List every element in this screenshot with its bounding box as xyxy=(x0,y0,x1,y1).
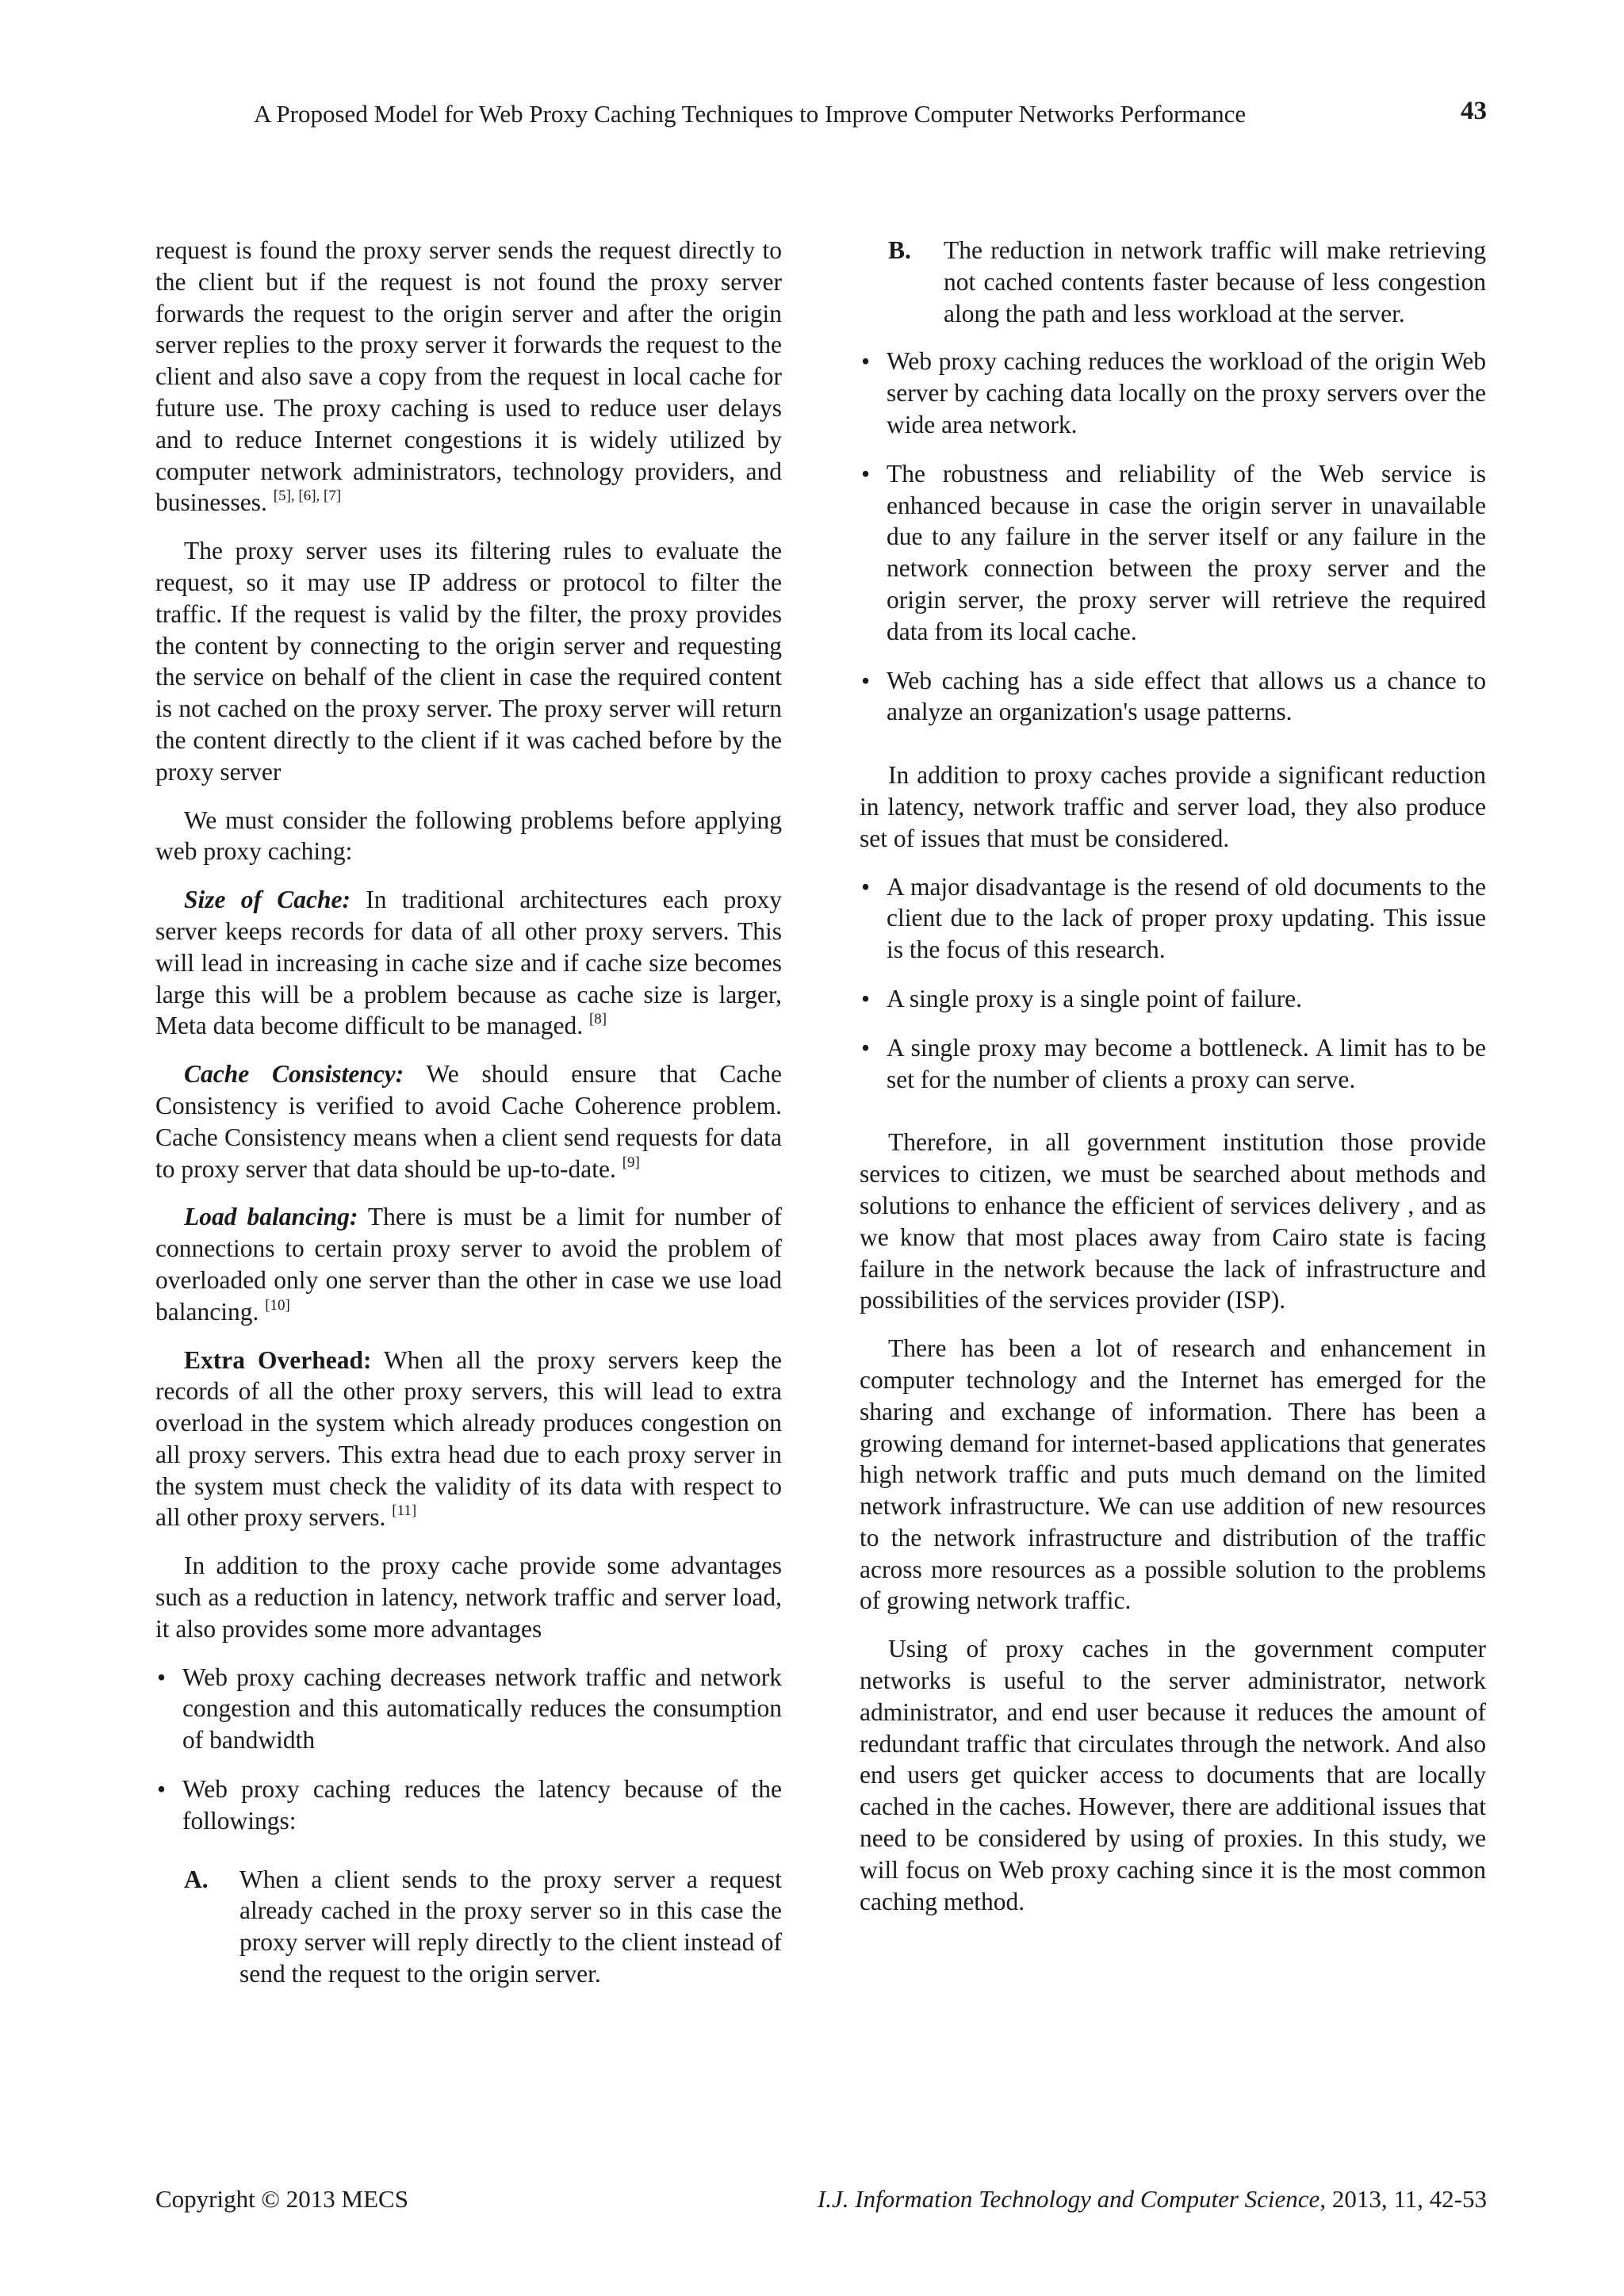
paragraph xyxy=(155,235,782,519)
list-item: • A single proxy may become a bottleneck. A limit has to be set for the number of clients a proxy can serve. xyxy=(860,1032,1486,1096)
paragraph: We must consider the following problems before applying web proxy caching: xyxy=(155,806,782,866)
paragraph-text: We should ensure that Cache Consistency is verified to avoid Cache Coherence problem. Cache Consistency means when a client send requests for data to proxy server that data should be up-to-date. xyxy=(155,1060,782,1183)
right-column xyxy=(860,235,1486,1934)
term-heading: Extra Overhead: xyxy=(184,1345,372,1374)
list-item: • A single proxy is a single point of failure. xyxy=(860,983,1486,1015)
citation-ref: [11] xyxy=(392,1502,417,1520)
item-label: A. xyxy=(184,1865,209,1893)
paragraph: In addition to proxy caches provide a significant reduction in latency, network traffic and server load, they also produce set of issues that must be considered. xyxy=(860,761,1486,852)
term-heading: Load balancing: xyxy=(184,1203,358,1231)
list-item: • A major disadvantage is the resend of old documents to the client due to the lack of proper proxy updating. This issue is the focus of this research. xyxy=(860,871,1486,966)
list-item: • Web proxy caching reduces the latency because of the followings: xyxy=(155,1774,782,1837)
item-text: The reduction in network traffic will make retrieving not cached contents faster because of less congestion along the path and less workload at the server. xyxy=(944,236,1486,327)
list-item: • The robustness and reliability of the Web service is enhanced because in case the origin server in unavailable due to any failure in the server itself or any failure in the network connection between the proxy server and the origin server, the proxy server will retrieve the required data from its local cache. xyxy=(860,458,1486,648)
paragraph: Using of proxy caches in the government computer networks is useful to the server administrator, network administrator, and end user because it reduces the amount of redundant traffic that circulates through the network. And also end users get quicker access to documents that are locally cached in the caches. However, there are additional issues that need to be considered by using of proxies. In this study, we will focus on Web proxy caching since it is the most common caching method. xyxy=(860,1635,1486,1915)
running-head: A Proposed Model for Web Proxy Caching Techniques to Improve Computer Networks Performance xyxy=(254,100,1247,128)
bullet-list xyxy=(860,871,1486,1096)
paragraph: There has been a lot of research and enhancement in computer technology and the Internet has emerged for the sharing and exchange of information. There has been a growing demand for internet-based applications that generates high network traffic and puts much demand on the limited network infrastructure. We can use addition of new resources to the network infrastructure and distribution of the traffic across more resources as a possible solution to the problems of growing network traffic. xyxy=(860,1334,1486,1615)
citation-ref: [5], [6], [7] xyxy=(273,488,342,505)
paragraph-text: request is found the proxy server sends the request directly to the client but if the request is not found the proxy server forwards the request to the origin server and after the origin server replies to the proxy server it forwards the request to the client and also save a copy from the request in local cache for future use. The proxy caching is used to reduce user delays and to reduce Internet congestions it is widely utilized by computer network administrators, technology providers, and businesses. xyxy=(155,236,782,517)
citation-ref: [8] xyxy=(588,1011,607,1028)
lettered-item-a xyxy=(184,1864,782,1990)
paragraph: The proxy server uses its filtering rules to evaluate the request, so it may use IP address or protocol to filter the traffic. If the request is valid by the filter, the proxy provides the content by connecting to the origin server and requesting the service on behalf of the client in case the required content is not cached on the proxy server. The proxy server will return the content directly to the client if it was cached before by the proxy server xyxy=(155,537,782,786)
paragraph-text: When all the proxy servers keep the records of all the other proxy servers, this will lead to extra overload in the system which already produces congestion on all proxy servers. This extra head due to each proxy server in the system must check the validity of its data with respect to all other proxy servers. xyxy=(155,1345,782,1532)
list-item: • Web proxy caching reduces the workload of the origin Web server by caching data locally on the proxy servers over the wide area network. xyxy=(860,346,1486,440)
term-heading: Cache Consistency: xyxy=(184,1060,404,1089)
lettered-item-b xyxy=(888,235,1486,329)
bullet-list xyxy=(860,346,1486,728)
paragraph xyxy=(155,1345,782,1534)
paragraph-text: In traditional architectures each proxy server keeps records for data of all other proxy servers. This will lead in increasing in cache size and if cache size becomes large this will be a problem because as cache size is larger, Meta data become difficult to be managed. xyxy=(155,886,782,1040)
footer-copyright: Copyright © 2013 MECS xyxy=(155,2185,408,2213)
paragraph-text: There is must be a limit for number of connections to certain proxy server to avoid the problem of overloaded only one server than the other in case we use load balancing. xyxy=(155,1203,782,1326)
citation-ref: [9] xyxy=(622,1154,640,1171)
list-item: • Web proxy caching decreases network traffic and network congestion and this automatically reduces the consumption of bandwidth xyxy=(155,1662,782,1756)
paragraph xyxy=(155,1058,782,1184)
paragraph: Therefore, in all government institution those provide services to citizen, we must be searched about methods and solutions to enhance the efficient of services delivery , and as we know that most places away from Cairo state is facing failure in the network because the lack of infrastructure and possibilities of the services provider (ISP). xyxy=(860,1128,1486,1314)
citation-ref: [10] xyxy=(265,1296,290,1314)
paragraph xyxy=(155,1201,782,1327)
paragraph xyxy=(155,884,782,1042)
bullet-list xyxy=(155,1662,782,1837)
footer-citation xyxy=(730,2183,1487,2215)
journal-name: I.J. Information Technology and Computer Science, xyxy=(817,2185,1327,2213)
item-label: B. xyxy=(888,236,911,264)
left-column xyxy=(155,235,782,2007)
term-heading: Size of Cache: xyxy=(184,886,350,914)
list-item: • Web caching has a side effect that allows us a chance to analyze an organization's usage patterns. xyxy=(860,665,1486,729)
paragraph: In addition to the proxy cache provide some advantages such as a reduction in latency, network traffic and server load, it also provides some more advantages xyxy=(155,1552,782,1643)
item-text: When a client sends to the proxy server a request already cached in the proxy server so in this case the proxy server will reply directly to the client instead of send the request to the origin server. xyxy=(239,1865,782,1988)
volume-pages: 2013, 11, 42-53 xyxy=(1326,2185,1487,2213)
page-number: 43 xyxy=(1461,97,1487,125)
